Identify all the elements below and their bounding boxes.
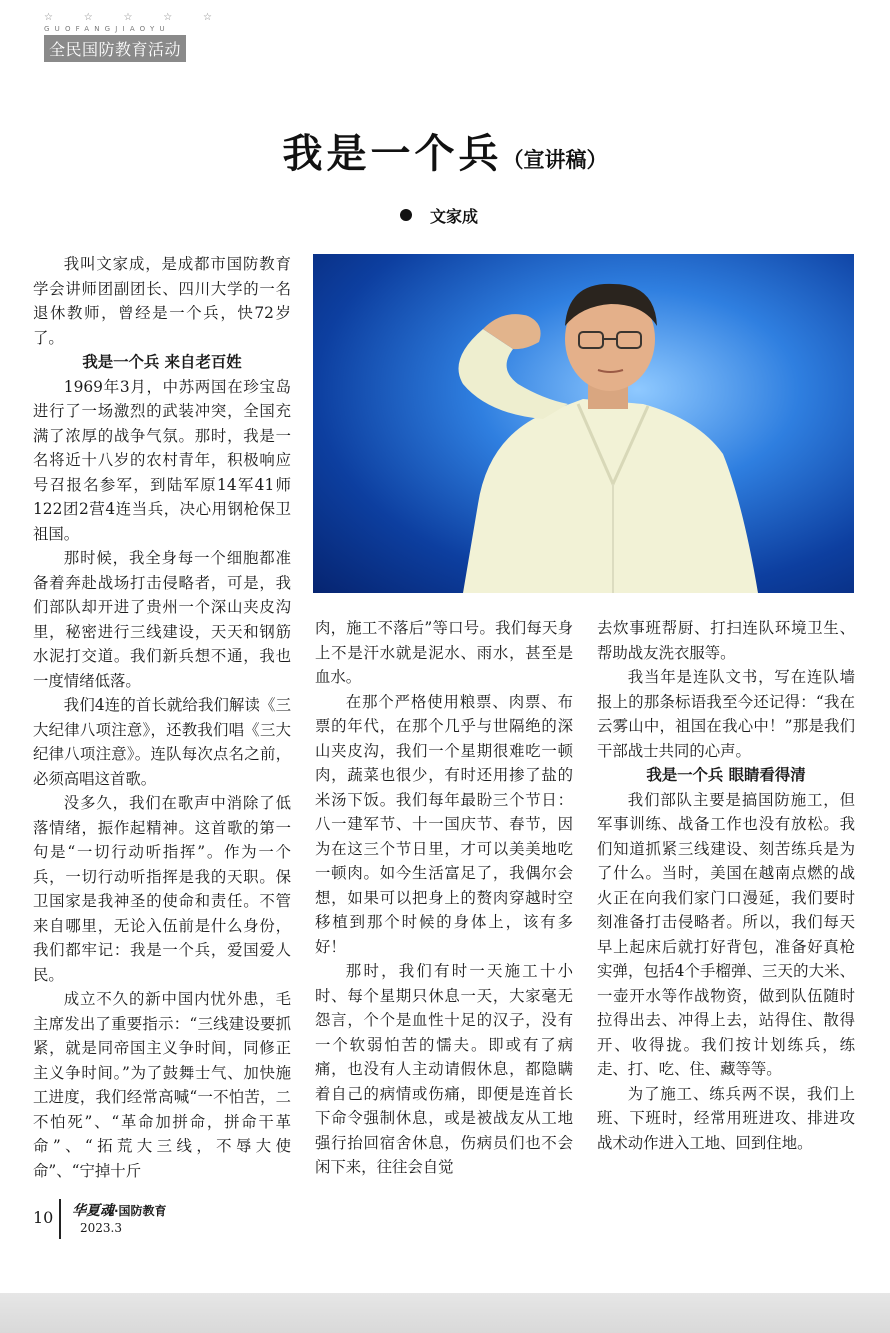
paragraph: 肉，施工不落后”等口号。我们每天身上不是汗水就是泥水、雨水，甚至是血水。 bbox=[315, 619, 573, 686]
footer-divider bbox=[59, 1199, 61, 1239]
star-decoration: ☆ ☆ ☆ ☆ ☆ bbox=[44, 12, 212, 23]
paragraph: 我叫文家成，是成都市国防教育学会讲师团副团长、四川大学的一名退休教师，曾经是一个兵，快72岁了。 bbox=[33, 255, 291, 347]
paragraph: 我当年是连队文书，写在连队墙报上的那条标语我至今还记得：“我在云雾山中，祖国在我心中！”那是我们干部战士共同的心声。 bbox=[597, 668, 855, 760]
page-bottom-edge bbox=[0, 1293, 890, 1333]
title-main: 我是一个兵 bbox=[282, 130, 503, 177]
paragraph: 那时候，我全身每一个细胞都准备着奔赴战场打击侵略者，可是，我们部队却开进了贵州一个深山夹皮沟里，秘密进行三线建设，天天和钢筋水泥打交道。我们新兵想不通，我也一度情绪低落。 bbox=[33, 549, 291, 690]
masthead bbox=[44, 12, 214, 62]
magazine-section: ·国防教育 bbox=[114, 1204, 167, 1218]
text-column-1 bbox=[33, 252, 291, 1187]
page-number: 10 bbox=[33, 1208, 54, 1227]
paragraph: 成立不久的新中国内忧外患，毛主席发出了重要指示：“三线建设要抓紧，就是同帝国主义争时间，同修正主义争时间。”为了鼓舞士气、加快施工进度，我们经常高喊“一不怕苦，二不怕死”、“革命加拼命，拼命干革命”、“拓荒大三线，不辱大使命”、“宁掉十斤 bbox=[33, 990, 291, 1180]
issue-date: 2023.3 bbox=[80, 1221, 122, 1235]
paragraph: 为了施工、练兵两不误，我们上班、下班时，经常用班进攻、排进攻战术动作进入工地、回到住地。 bbox=[597, 1084, 855, 1152]
paragraph: 没多久，我们在歌声中消除了低落情绪，振作起精神。这首歌的第一句是“一切行动听指挥”。作为一个兵，一切行动听指挥是我的天职。保卫国家是我神圣的使命和责任。不管来自哪里，无论入伍前是什么身份，我们都牢记：我是一个兵，爱国爱人民。 bbox=[33, 794, 291, 984]
section-pinyin: GUOFANGJIAOYU bbox=[44, 25, 170, 33]
paragraph: 在那个严格使用粮票、肉票、布票的年代，在那个几乎与世隔绝的深山夹皮沟，我们一个星期很难吃一顿肉，蔬菜也很少，有时还用掺了盐的米汤下饭。我们每年最盼三个节日：八一建军节、十一国庆节、春节，因为在这三个节日里，才可以美美地吃一顿肉。如今生活富足了，我偶尔会想，如果可以把身上的赘肉穿越时空移植到那个时候的身体上，该有多好！ bbox=[315, 692, 573, 956]
article-title bbox=[0, 122, 890, 179]
title-subtitle: （宣讲稿） bbox=[502, 147, 608, 172]
author-name: 文家成 bbox=[430, 207, 479, 226]
text-column-2 bbox=[315, 616, 573, 1186]
bullet-icon bbox=[400, 209, 412, 221]
paragraph: 那时，我们有时一天施工十小时、每个星期只休息一天，大家毫无怨言，个个是血性十足的汉子，没有一个软弱怕苦的懦夫。即或有了病痛，也没有人主动请假休息，都隐瞒着自己的病情或伤痛，即便是连首长下命令强制休息，或是被战友从工地强行抬回宿舍休息，伤病员们也不会闲下来，往往会自觉 bbox=[315, 962, 573, 1176]
paragraph: 1969年3月，中苏两国在珍宝岛进行了一场激烈的武装冲突，全国充满了浓厚的战争气氛。那时，我是一名将近十八岁的农村青年，积极响应号召报名参军，到陆军原14军41师122团2营4连当兵，决心用钢枪保卫祖国。 bbox=[33, 377, 291, 543]
magazine-logo: 华夏魂 bbox=[72, 1203, 114, 1219]
section-label: 全民国防教育活动 bbox=[44, 35, 186, 62]
magazine-name bbox=[72, 1200, 167, 1220]
section-heading: 我是一个兵 眼睛看得清 bbox=[646, 766, 806, 784]
text-column-3 bbox=[597, 616, 855, 1186]
article-photo bbox=[313, 254, 854, 593]
paragraph: 我们部队主要是搞国防施工，但军事训练、战备工作也没有放松。我们知道抓紧三线建设、刻苦练兵是为了什么。当时，美国在越南点燃的战火正在向我们家门口漫延，我们要时刻准备打击侵略者。所以，我们每天早上起床后就打好背包，准备好真枪实弹，包括4个手榴弹、三天的大米、一壶开水等作战物资，做到队伍随时拉得出去、冲得上去，站得住、散得开、收得拢。我们按计划练兵，练走、打、吃、住、藏等等。 bbox=[597, 790, 855, 1078]
author-line bbox=[400, 204, 478, 227]
paragraph: 去炊事班帮厨、打扫连队环境卫生、帮助战友洗衣服等。 bbox=[597, 619, 855, 662]
paragraph: 我们4连的首长就给我们解读《三大纪律八项注意》，还教我们唱《三大纪律八项注意》。连队每次点名之前，必须高唱这首歌。 bbox=[33, 696, 291, 788]
section-heading: 我是一个兵 来自老百姓 bbox=[82, 353, 242, 371]
saluting-man-image bbox=[313, 254, 854, 593]
